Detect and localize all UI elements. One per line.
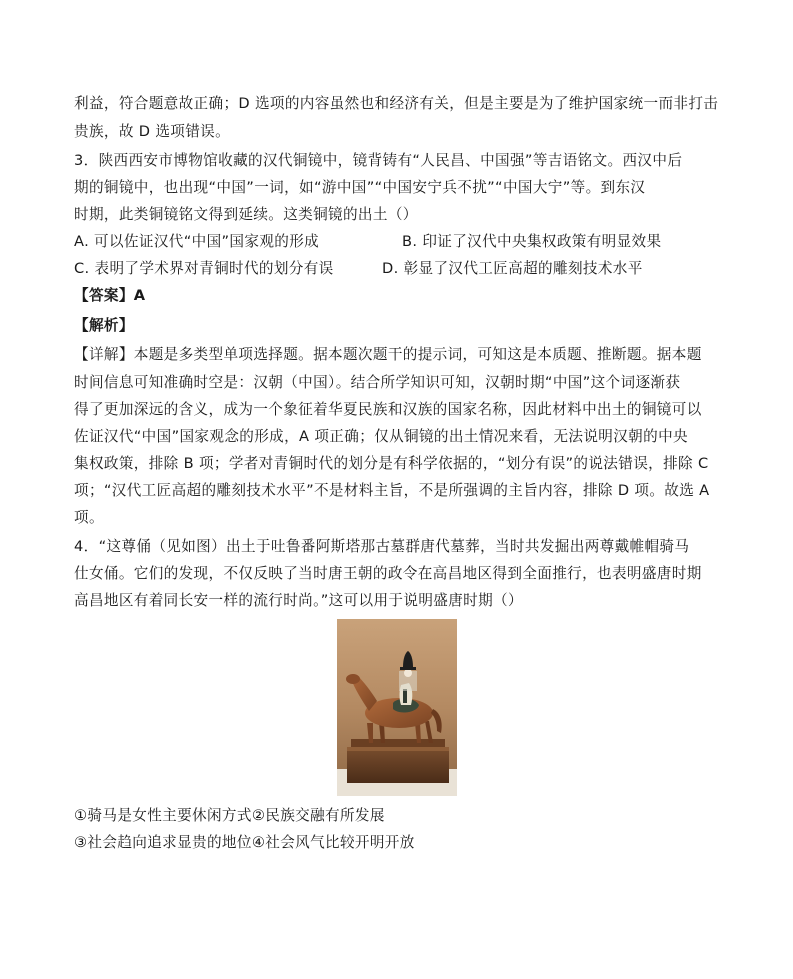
- answer-label: 【答案】A: [74, 287, 146, 304]
- text-line-2: 贵族，故 D 选项错误。: [74, 123, 231, 140]
- detail-line-6: 项；“汉代工匠高超的雕刻技术水平”不是材料主旨，不是所强调的主旨内容，排除 D 项。故选 A: [74, 482, 710, 499]
- text-line-1: 利益，符合题意故正确；D 选项的内容虽然也和经济有关，但是主要是为了维护国家统一而非打击: [74, 95, 719, 112]
- question-4-stem-line-2: 仕女俑。它们的发现，不仅反映了当时唐王朝的政令在高昌地区得到全面推行，也表明盛唐时期: [74, 565, 702, 582]
- question-3-stem-line-2: 期的铜镜中，也出现“中国”一词，如“游中国”“中国安宁兵不扰”“中国大宁”等。到东汉: [74, 179, 646, 196]
- question-3-option-d: D. 彰显了汉代工匠高超的雕刻技术水平: [382, 260, 643, 277]
- detail-line-4: 佐证汉代“中国”国家观念的形成，A 项正确；仅从铜镜的出土情况来看，无法说明汉朝的中央: [74, 428, 688, 445]
- question-3-option-c: C. 表明了学术界对青铜时代的划分有误: [74, 260, 334, 277]
- question-3-option-b: B. 印证了汉代中央集权政策有明显效果: [402, 233, 662, 250]
- question-4-statements-line-1: ①骑马是女性主要休闲方式②民族交融有所发展: [74, 807, 385, 824]
- detail-line-3: 得了更加深远的含义，成为一个象征着华夏民族和汉族的国家名称，因此材料中出土的铜镜可以: [74, 401, 702, 418]
- tang-horse-rider-figurine-photo: [337, 619, 457, 796]
- question-3-stem-line-3: 时期，此类铜镜铭文得到延续。这类铜镜的出土（）: [74, 206, 418, 223]
- question-4-stem-line-1: 4．“这尊俑（见如图）出土于吐鲁番阿斯塔那古墓群唐代墓葬，当时共发掘出两尊戴帷帽骑马: [74, 538, 690, 555]
- analysis-label: 【解析】: [74, 317, 134, 334]
- detail-line-5: 集权政策，排除 B 项；学者对青铜时代的划分是有科学依据的，“划分有误”的说法错误，排除 C: [74, 455, 709, 472]
- detail-line-7: 项。: [74, 509, 104, 526]
- question-4-stem-line-3: 高昌地区有着同长安一样的流行时尚。”这可以用于说明盛唐时期（）: [74, 592, 523, 609]
- question-3-option-a: A. 可以佐证汉代“中国”国家观的形成: [74, 233, 320, 250]
- question-3-stem-line-1: 3．陕西西安市博物馆收藏的汉代铜镜中，镜背铸有“人民昌、中国强”等吉语铭文。西汉中后: [74, 152, 683, 169]
- question-4-statements-line-2: ③社会趋向追求显贵的地位④社会风气比较开明开放: [74, 834, 415, 851]
- detail-line-1: 【详解】本题是多类型单项选择题。据本题次题干的提示词，可知这是本质题、推断题。据本题: [74, 346, 702, 363]
- detail-line-2: 时间信息可知准确时空是：汉朝（中国）。结合所学知识可知，汉朝时期“中国”这个词逐渐获: [74, 374, 681, 391]
